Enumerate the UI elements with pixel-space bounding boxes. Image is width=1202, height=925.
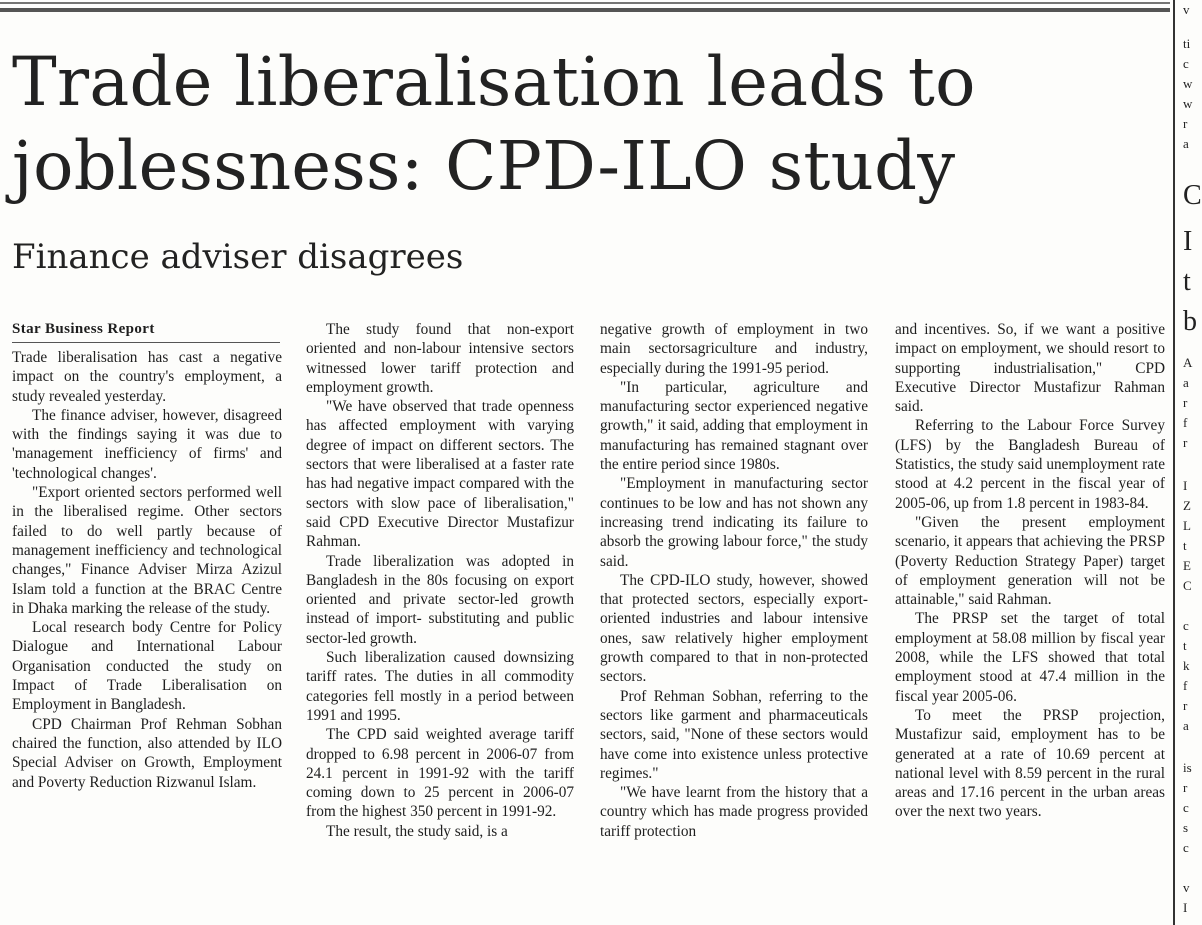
- paragraph: Local research body Centre for Policy Dialogue and International Labour Organisation conducted the study on Impact of Trade Liberalisation on Employment in Bangladesh.: [12, 619, 282, 714]
- paragraph: To meet the PRSP projection, Mustafizur said, employment has to be generated at a rate of 10.69 percent at national level with 8.59 percent in the rural areas and 17.16 percent in the urban areas over the next two years.: [895, 706, 1165, 821]
- edge-fragment: f: [1183, 415, 1188, 430]
- paragraph: The result, the study said, is a: [326, 822, 508, 840]
- edge-fragment: I: [1183, 900, 1188, 915]
- paragraph: The CPD-ILO study, however, showed that protected sectors, especially export-oriented industries and labour intensive ones, saw relatively higher employment growth compared to that in non-protected sectors.: [600, 571, 868, 686]
- edge-fragment: v: [1183, 880, 1190, 895]
- paragraph: Such liberalization caused downsizing tariff rates. The duties in all commodity categories fell mostly in a period between 1991 and 1995.: [306, 649, 574, 724]
- edge-fragment: c: [1183, 800, 1189, 815]
- edge-fragment: ti: [1183, 36, 1191, 51]
- subheadline: Finance adviser disagrees: [12, 237, 464, 277]
- paragraph: "We have learnt from the history that a country which has made progress provided tariff protection: [600, 784, 868, 840]
- edge-fragment: r: [1183, 780, 1188, 795]
- edge-fragment: C: [1183, 180, 1202, 211]
- article-column-2: [306, 320, 574, 841]
- edge-fragment: r: [1183, 435, 1188, 450]
- edge-fragment: Z: [1183, 498, 1191, 513]
- paragraph: "Employment in manufacturing sector continues to be low and has not shown any increasing trend indicating its failure to absorb the growing labour force," the study said.: [600, 475, 868, 570]
- edge-fragment: a: [1183, 718, 1189, 733]
- column-divider: [1173, 0, 1175, 925]
- edge-fragment: s: [1183, 820, 1189, 835]
- edge-fragment: w: [1183, 76, 1193, 91]
- edge-fragment: a: [1183, 375, 1189, 390]
- edge-fragment: c: [1183, 56, 1189, 71]
- edge-fragment: I: [1183, 226, 1193, 257]
- headline: Trade liberalisation leads to joblessness: CPD-ILO study: [12, 43, 976, 205]
- edge-fragment: t: [1183, 266, 1191, 297]
- paragraph: "Given the present employment scenario, it appears that achieving the PRSP (Poverty Reduction Strategy Paper) target of employment generation will not be attainable," said Rahman.: [895, 513, 1165, 609]
- byline: [12, 320, 280, 343]
- paragraph: The CPD said weighted average tariff dropped to 6.98 percent in 2006-07 from 24.1 percent in 1991-92 with the tariff coming down to 25 percent in 2006-07 from the highest 350 percent in 1991-92.: [306, 726, 574, 821]
- article-column-4: [895, 320, 1165, 822]
- edge-fragment: c: [1183, 840, 1189, 855]
- paragraph: Trade liberalization was adopted in Bangladesh in the 80s focusing on export oriented and private sector-led growth instead of import- substituting and public sector-led growth.: [306, 552, 574, 647]
- paragraph: negative growth of employment in two main sectorsagriculture and industry, especially during the 1991-95 period.: [600, 321, 868, 377]
- edge-fragment: r: [1183, 116, 1188, 131]
- paragraph: The PRSP set the target of total employment at 58.08 million by fiscal year 2008, while the LFS showed that total employment stood at 47.4 million in the fiscal year 2005-06.: [895, 610, 1165, 705]
- paragraph: The finance adviser, however, disagreed with the findings saying it was due to 'management inefficiency of firms' and 'technological changes'.: [12, 406, 282, 482]
- edge-fragment: c: [1183, 618, 1189, 633]
- adjacent-article-edge: [1183, 0, 1202, 925]
- paragraph: CPD Chairman Prof Rehman Sobhan chaired the function, also attended by ILO Special Adviser on Growth, Employment and Poverty Reduction Rizwanul Islam.: [12, 715, 282, 791]
- edge-fragment: r: [1183, 395, 1188, 410]
- article-column-1: [12, 320, 282, 792]
- edge-fragment: L: [1183, 518, 1191, 533]
- edge-fragment: v: [1183, 2, 1190, 17]
- edge-fragment: I: [1183, 478, 1188, 493]
- paragraph: Prof Rehman Sobhan, referring to the sectors like garment and pharmaceuticals sectors, said, "None of these sectors would have come into existence unless protective regimes.": [600, 687, 868, 782]
- article-column-3: [600, 320, 868, 841]
- top-rule: [0, 0, 1170, 12]
- paragraph: Trade liberalisation has cast a negative impact on the country's employment, a study revealed yesterday.: [12, 349, 282, 405]
- edge-fragment: w: [1183, 96, 1193, 111]
- edge-fragment: f: [1183, 678, 1188, 693]
- paragraph: and incentives. So, if we want a positive impact on employment, we should resort to supporting industrialisation," CPD Executive Director Mustafizur Rahman said.: [895, 321, 1165, 416]
- edge-fragment: b: [1183, 306, 1197, 337]
- paragraph: The study found that non-export oriented and non-labour intensive sectors witnessed lower tariff protection and employment growth.: [306, 321, 574, 396]
- edge-fragment: E: [1183, 558, 1191, 573]
- edge-fragment: a: [1183, 136, 1189, 151]
- paragraph: "Export oriented sectors performed well in the liberalised regime. Other sectors failed to do well partly because of management inefficiency and technological changes," Finance Adviser Mirza Azizul Islam told a function at the BRAC Centre in Dhaka marking the release of the study.: [12, 484, 282, 617]
- byline-text: Star Business Report: [12, 321, 155, 337]
- paragraph: "In particular, agriculture and manufacturing sector experienced negative growth," it said, adding that employment in manufacturing has remained stagnant over the entire period since 1980s.: [600, 378, 868, 474]
- edge-fragment: r: [1183, 698, 1188, 713]
- paragraph: "We have observed that trade openness has affected employment with varying degree of impact on different sectors. The sectors that were liberalised at a faster rate has had negative impact compared with the sectors with slow pace of liberalisation," said CPD Executive Director Mustafizur Rahman.: [306, 398, 574, 551]
- edge-fragment: t: [1183, 538, 1187, 553]
- edge-fragment: C: [1183, 578, 1192, 593]
- edge-fragment: k: [1183, 658, 1190, 673]
- edge-fragment: is: [1183, 760, 1192, 775]
- edge-fragment: t: [1183, 638, 1187, 653]
- paragraph: Referring to the Labour Force Survey (LFS) by the Bangladesh Bureau of Statistics, the study said unemployment rate stood at 4.2 percent in the fiscal year of 2005-06, up from 1.8 percent in 1983-84.: [895, 417, 1165, 512]
- edge-fragment: A: [1183, 355, 1193, 370]
